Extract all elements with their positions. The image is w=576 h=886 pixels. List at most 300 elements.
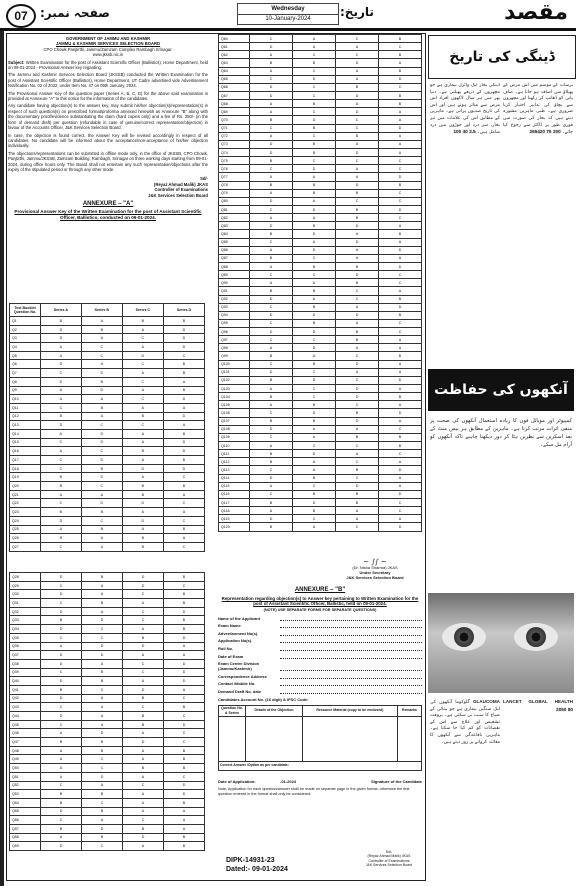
answer-cell: C xyxy=(163,516,204,525)
answer-cell: D xyxy=(163,343,204,352)
header-rule xyxy=(0,28,576,31)
answer-cell: B xyxy=(123,824,164,833)
answer-cell: B xyxy=(163,525,204,534)
answer-cell: D xyxy=(81,456,122,465)
table-row xyxy=(219,368,422,376)
answer-cell: B xyxy=(379,393,422,401)
table-row xyxy=(10,651,205,660)
answer-cell: C xyxy=(41,542,82,551)
answer-cell: A xyxy=(379,238,422,246)
answer-cell: B xyxy=(250,499,293,507)
table-row xyxy=(219,262,422,270)
answer-cell: B xyxy=(41,738,82,747)
answer-cell: D xyxy=(379,490,422,498)
answer-cell: C xyxy=(41,668,82,677)
table-row xyxy=(219,458,422,466)
answer-cell: A xyxy=(163,377,204,386)
answer-cell: B xyxy=(336,132,379,140)
answer-cell: D xyxy=(293,205,336,213)
answer-cell: A xyxy=(123,790,164,799)
question-number: Q118 xyxy=(219,507,250,515)
answer-cell: D xyxy=(41,360,82,369)
answer-cell: C xyxy=(123,816,164,825)
answer-cell: B xyxy=(293,319,336,327)
answer-cell: A xyxy=(250,482,293,490)
table-row xyxy=(219,124,422,132)
table-row xyxy=(219,173,422,181)
cell-empty xyxy=(246,716,303,761)
answer-cell: D xyxy=(41,573,82,582)
answer-cell: B xyxy=(122,490,163,499)
answer-cell: D xyxy=(41,421,82,430)
address-line: CPO Chowk Panjtirthi, Jammu/Zamzam Complex Rambagh Srinagar. xyxy=(43,46,173,52)
answer-cell: C xyxy=(41,438,82,447)
form-field-row xyxy=(218,654,422,659)
table-row xyxy=(219,230,422,238)
table-row xyxy=(219,287,422,295)
figure-265420: 265420 xyxy=(529,129,545,135)
answer-cell: C xyxy=(164,729,205,738)
board-line: JAMMU & KASHMIR SERVICES SELECTION BOARD xyxy=(55,41,161,47)
para-4: In case, the objection is found correct, the Answer Key will be revised accordingly in respect of all candidates. No candidate will be informed about the acceptance/non-acceptance of his/her objection individually. xyxy=(8,132,208,149)
answer-cell: C xyxy=(41,816,82,825)
form-field-row xyxy=(218,631,422,636)
answer-cell: D xyxy=(250,197,293,205)
form-field-line xyxy=(280,681,422,686)
answer-cell: C xyxy=(336,197,379,205)
table-row xyxy=(219,271,422,279)
answer-cell: B xyxy=(41,824,82,833)
answer-cell: D xyxy=(250,295,293,303)
table-row xyxy=(10,490,205,499)
question-number: Q46 xyxy=(10,729,41,738)
cell-empty xyxy=(219,716,246,761)
question-number: Q8 xyxy=(10,377,41,386)
answer-cell: D xyxy=(293,450,336,458)
form-field-line xyxy=(280,661,422,671)
table-row xyxy=(10,482,205,491)
answer-table-2 xyxy=(9,572,205,851)
annexure-a-subtitle: Provisional Answer Key of the Written Examination for the post of Assistant Scientific Officer, Ballistics, conducted on 09-01-2024. xyxy=(14,209,202,221)
answer-cell: A xyxy=(379,401,422,409)
subject-text: Written Examination for the post of Assistant Scientific Officer (Ballistics), Home Department, held on 09-01-2024 - Provisional Answer key regarding. xyxy=(8,59,208,71)
answer-cell: A xyxy=(250,279,293,287)
answer-cell: B xyxy=(250,157,293,165)
answer-cell: D xyxy=(41,712,82,721)
answer-cell: C xyxy=(123,607,164,616)
left-eye xyxy=(442,623,486,651)
answer-cell: D xyxy=(379,262,422,270)
answer-cell: A xyxy=(82,781,123,790)
answer-cell: B xyxy=(123,720,164,729)
rsig-role: Controller of Examinations xyxy=(368,858,410,863)
table-row xyxy=(10,798,205,807)
answer-cell: B xyxy=(163,429,204,438)
question-number: Q70 xyxy=(219,116,250,124)
table-row xyxy=(10,360,205,369)
answer-cell: D xyxy=(336,271,379,279)
answer-cell: A xyxy=(123,746,164,755)
answer-cell: C xyxy=(379,450,422,458)
answer-cell: B xyxy=(379,67,422,75)
answer-cell: A xyxy=(123,651,164,660)
answer-cell: B xyxy=(250,523,293,531)
answer-cell: D xyxy=(250,311,293,319)
answer-cell: C xyxy=(41,403,82,412)
website-line: www.jkssb.nic.in xyxy=(92,52,124,58)
answer-table-3 xyxy=(218,34,422,532)
answer-cell: A xyxy=(122,369,163,378)
answer-cell: A xyxy=(293,43,336,51)
answer-cell: A xyxy=(250,214,293,222)
col-details: Details of the Objection xyxy=(246,705,303,716)
answer-cell: A xyxy=(293,433,336,441)
table-row xyxy=(219,417,422,425)
answer-cell: D xyxy=(82,642,123,651)
answer-cell: A xyxy=(250,173,293,181)
answer-cell: D xyxy=(250,328,293,336)
answer-cell: A xyxy=(82,703,123,712)
answer-cell: B xyxy=(379,35,422,43)
question-number: Q4 xyxy=(10,343,41,352)
answer-cell: A xyxy=(336,43,379,51)
answer-cell: A xyxy=(379,360,422,368)
table-row xyxy=(10,421,205,430)
question-number: Q94 xyxy=(219,311,250,319)
answer-cell: D xyxy=(81,473,122,482)
answer-cell: D xyxy=(293,344,336,352)
question-number: Q2 xyxy=(10,325,41,334)
dipk-date: Dated:- 09-01-2024 xyxy=(226,866,288,873)
table-row xyxy=(10,351,205,360)
answer-cell: A xyxy=(336,165,379,173)
answer-cell: A xyxy=(250,189,293,197)
answer-cell: B xyxy=(336,409,379,417)
answer-cell: A xyxy=(82,581,123,590)
answer-cell: A xyxy=(82,816,123,825)
answer-cell: D xyxy=(379,523,422,531)
answer-cell: D xyxy=(379,205,422,213)
answer-cell: D xyxy=(123,685,164,694)
question-number: Q67 xyxy=(219,91,250,99)
table-row xyxy=(219,507,422,515)
answer-cell: C xyxy=(164,772,205,781)
question-number: Q47 xyxy=(10,738,41,747)
answer-cell: C xyxy=(163,351,204,360)
form-field-row xyxy=(218,646,422,651)
answer-cell: A xyxy=(250,108,293,116)
answer-cell: A xyxy=(293,279,336,287)
answer-cell: D xyxy=(293,409,336,417)
table-row xyxy=(10,833,205,842)
answer-cell: C xyxy=(379,197,422,205)
answer-cell: B xyxy=(293,490,336,498)
table-row xyxy=(219,393,422,401)
answer-cell: B xyxy=(250,450,293,458)
question-number: Q83 xyxy=(219,222,250,230)
answer-cell: D xyxy=(250,425,293,433)
page-label: صفحہ نمبر: xyxy=(40,6,110,20)
answer-key-table xyxy=(218,34,422,532)
answer-cell: A xyxy=(336,246,379,254)
answer-cell: D xyxy=(41,590,82,599)
answer-cell: C xyxy=(293,108,336,116)
rsig-board: J&K Services Selection Board xyxy=(365,862,413,867)
question-number: Q95 xyxy=(219,319,250,327)
answer-cell: A xyxy=(250,51,293,59)
answer-cell: A xyxy=(293,523,336,531)
question-number: Q19 xyxy=(10,473,41,482)
us-board: J&K Services Selection Board xyxy=(346,575,404,580)
answer-cell: A xyxy=(293,214,336,222)
question-number: Q26 xyxy=(10,534,41,543)
gov-line: GOVERNMENT OF JAMMU AND KASHMIR xyxy=(65,36,151,41)
question-number: Q36 xyxy=(10,642,41,651)
answer-cell: A xyxy=(379,59,422,67)
answer-cell: B xyxy=(164,616,205,625)
answer-cell: A xyxy=(41,833,82,842)
answer-cell: B xyxy=(81,403,122,412)
answer-cell: B xyxy=(379,51,422,59)
answer-cell: D xyxy=(41,377,82,386)
col-resource: Resource Material (copy to be enclosed) xyxy=(302,705,397,716)
table-row xyxy=(10,317,205,326)
table-row xyxy=(10,542,205,551)
answer-cell: A xyxy=(82,694,123,703)
answer-cell: C xyxy=(82,798,123,807)
answer-cell: A xyxy=(123,677,164,686)
answer-cell: B xyxy=(41,790,82,799)
table-row xyxy=(10,720,205,729)
answer-cell: B xyxy=(82,807,123,816)
answer-cell: D xyxy=(123,833,164,842)
question-number: Q116 xyxy=(219,490,250,498)
answer-cell: B xyxy=(250,59,293,67)
answer-cell: A xyxy=(122,403,163,412)
answer-cell: B xyxy=(293,507,336,515)
form-field-label: Demand Draft No. date xyxy=(218,688,262,694)
answer-cell: C xyxy=(293,91,336,99)
question-number: Q103 xyxy=(219,385,250,393)
answer-cell: C xyxy=(293,271,336,279)
answer-cell: A xyxy=(250,385,293,393)
answer-cell: B xyxy=(164,842,205,851)
table-row xyxy=(219,67,422,75)
answer-cell: A xyxy=(336,319,379,327)
table-row xyxy=(10,642,205,651)
answer-cell: A xyxy=(293,352,336,360)
answer-cell: C xyxy=(82,842,123,851)
answer-cell: C xyxy=(250,360,293,368)
answer-cell: B xyxy=(293,222,336,230)
answer-cell: D xyxy=(164,659,205,668)
answer-cell: C xyxy=(163,542,204,551)
table-row xyxy=(10,668,205,677)
release-info xyxy=(226,856,288,874)
answer-cell: A xyxy=(336,230,379,238)
question-number: Q37 xyxy=(10,651,41,660)
answer-cell: D xyxy=(336,181,379,189)
cell-empty xyxy=(302,716,397,761)
table-row xyxy=(10,824,205,833)
answer-cell: D xyxy=(250,140,293,148)
answer-cell: C xyxy=(293,515,336,523)
answer-cell: A xyxy=(81,395,122,404)
question-number: Q14 xyxy=(10,429,41,438)
table-row xyxy=(219,165,422,173)
answer-cell: C xyxy=(250,35,293,43)
question-number: Q104 xyxy=(219,393,250,401)
answer-cell: D xyxy=(81,438,122,447)
question-number: Q97 xyxy=(219,336,250,344)
answer-cell: B xyxy=(250,287,293,295)
table-row xyxy=(219,157,422,165)
dengue-article-col-1 xyxy=(430,83,500,363)
answer-cell: A xyxy=(336,100,379,108)
answer-cell: A xyxy=(250,401,293,409)
answer-cell: B xyxy=(250,116,293,124)
answer-cell: B xyxy=(164,746,205,755)
answer-cell: D xyxy=(41,516,82,525)
table-row xyxy=(219,336,422,344)
answer-cell: C xyxy=(41,369,82,378)
answer-cell: A xyxy=(250,67,293,75)
answer-cell: A xyxy=(41,429,82,438)
table-row xyxy=(219,279,422,287)
answer-cell: A xyxy=(123,772,164,781)
table-row xyxy=(219,148,422,156)
question-number: Q76 xyxy=(219,165,250,173)
answer-cell: C xyxy=(379,157,422,165)
answer-cell: D xyxy=(293,499,336,507)
answer-cell: C xyxy=(250,490,293,498)
form-field-line xyxy=(280,646,422,651)
answer-cell: C xyxy=(293,132,336,140)
answer-cell: A xyxy=(379,108,422,116)
col-question: Question No. & Series xyxy=(219,705,246,716)
signature-block xyxy=(8,176,208,198)
answer-cell: D xyxy=(81,499,122,508)
form-field-label: Correspondence Address xyxy=(218,673,267,679)
question-number: Q31 xyxy=(10,599,41,608)
answer-cell: C xyxy=(336,51,379,59)
para-1: The Jammu and Kashmir Services Selection Board (JKSSB) conducted the Written Examination for the post of Assistant Scientific Officer (Ballistics), Home Department, UT Cadre advertised vide Advertisement Notification No. 02 of 2022, under Item No. 47 on 09th January, 2024. xyxy=(8,72,208,89)
answer-cell: A xyxy=(250,132,293,140)
annexure-b xyxy=(218,588,422,797)
answer-cell: B xyxy=(293,417,336,425)
table-row xyxy=(10,525,205,534)
question-number: Q114 xyxy=(219,474,250,482)
answer-cell: D xyxy=(123,738,164,747)
answer-cell: D xyxy=(163,464,204,473)
answer-cell: A xyxy=(336,75,379,83)
answer-cell: A xyxy=(379,116,422,124)
answer-cell: D xyxy=(250,222,293,230)
question-number: Q35 xyxy=(10,633,41,642)
answer-cell: B xyxy=(81,508,122,517)
question-number: Q74 xyxy=(219,148,250,156)
answer-cell: B xyxy=(123,764,164,773)
cell-empty xyxy=(397,716,421,761)
answer-cell: D xyxy=(336,360,379,368)
answer-cell: C xyxy=(163,473,204,482)
question-number: Q119 xyxy=(219,515,250,523)
answer-cell: B xyxy=(336,433,379,441)
answer-cell: C xyxy=(163,499,204,508)
question-number: Q65 xyxy=(219,75,250,83)
answer-cell: D xyxy=(336,311,379,319)
question-number: Q38 xyxy=(10,659,41,668)
rsig-name: (Reyaz Ahmad Malik) JKAS xyxy=(367,854,411,859)
answer-cell: B xyxy=(41,508,82,517)
answer-cell: B xyxy=(163,482,204,491)
table-row xyxy=(219,43,422,51)
answer-cell: C xyxy=(122,395,163,404)
form-field-line xyxy=(280,623,422,628)
question-number: Q48 xyxy=(10,746,41,755)
answer-cell: A xyxy=(41,351,82,360)
answer-cell: D xyxy=(336,148,379,156)
answer-cell: D xyxy=(163,395,204,404)
question-number: Q40 xyxy=(10,677,41,686)
answer-cell: B xyxy=(164,755,205,764)
answer-cell: C xyxy=(41,633,82,642)
answer-cell: B xyxy=(379,295,422,303)
question-number: Q75 xyxy=(219,157,250,165)
answer-cell: C xyxy=(41,499,82,508)
answer-cell: B xyxy=(250,376,293,384)
table-row xyxy=(10,659,205,668)
answer-cell: A xyxy=(164,685,205,694)
dipk-number: DIPK-14931-23 xyxy=(226,857,275,864)
question-number: Q24 xyxy=(10,516,41,525)
kw-glaucoma: GLAUCOMA xyxy=(472,699,500,704)
answer-cell: A xyxy=(122,473,163,482)
answer-cell: A xyxy=(123,842,164,851)
answer-cell: A xyxy=(336,507,379,515)
answer-cell: B xyxy=(336,328,379,336)
figure-200: 200 xyxy=(552,129,561,135)
answer-cell: B xyxy=(250,230,293,238)
question-number: Q72 xyxy=(219,132,250,140)
form-field-line xyxy=(280,674,422,679)
answer-cell: B xyxy=(250,181,293,189)
answer-cell: B xyxy=(82,668,123,677)
answer-cell: D xyxy=(379,173,422,181)
question-number: Q117 xyxy=(219,499,250,507)
answer-cell: A xyxy=(81,542,122,551)
answer-cell: C xyxy=(293,442,336,450)
answer-cell: D xyxy=(41,694,82,703)
left-band xyxy=(0,31,4,886)
table-row xyxy=(10,590,205,599)
dengue-article-col-2 xyxy=(503,83,573,363)
answer-cell: A xyxy=(250,344,293,352)
table-row xyxy=(219,91,422,99)
form-field-row xyxy=(218,616,422,621)
answer-cell: C xyxy=(336,287,379,295)
form-field-label: Name of the Applicant xyxy=(218,615,261,621)
answer-cell: A xyxy=(122,508,163,517)
table-row xyxy=(219,238,422,246)
answer-cell: C xyxy=(250,238,293,246)
answer-cell: C xyxy=(293,157,336,165)
th-series-d: Series D xyxy=(163,304,204,317)
dengue-banner: ڈینگی کی تاریخ xyxy=(428,35,576,79)
answer-cell: A xyxy=(41,755,82,764)
table-row xyxy=(219,51,422,59)
answer-cell: B xyxy=(122,412,163,421)
